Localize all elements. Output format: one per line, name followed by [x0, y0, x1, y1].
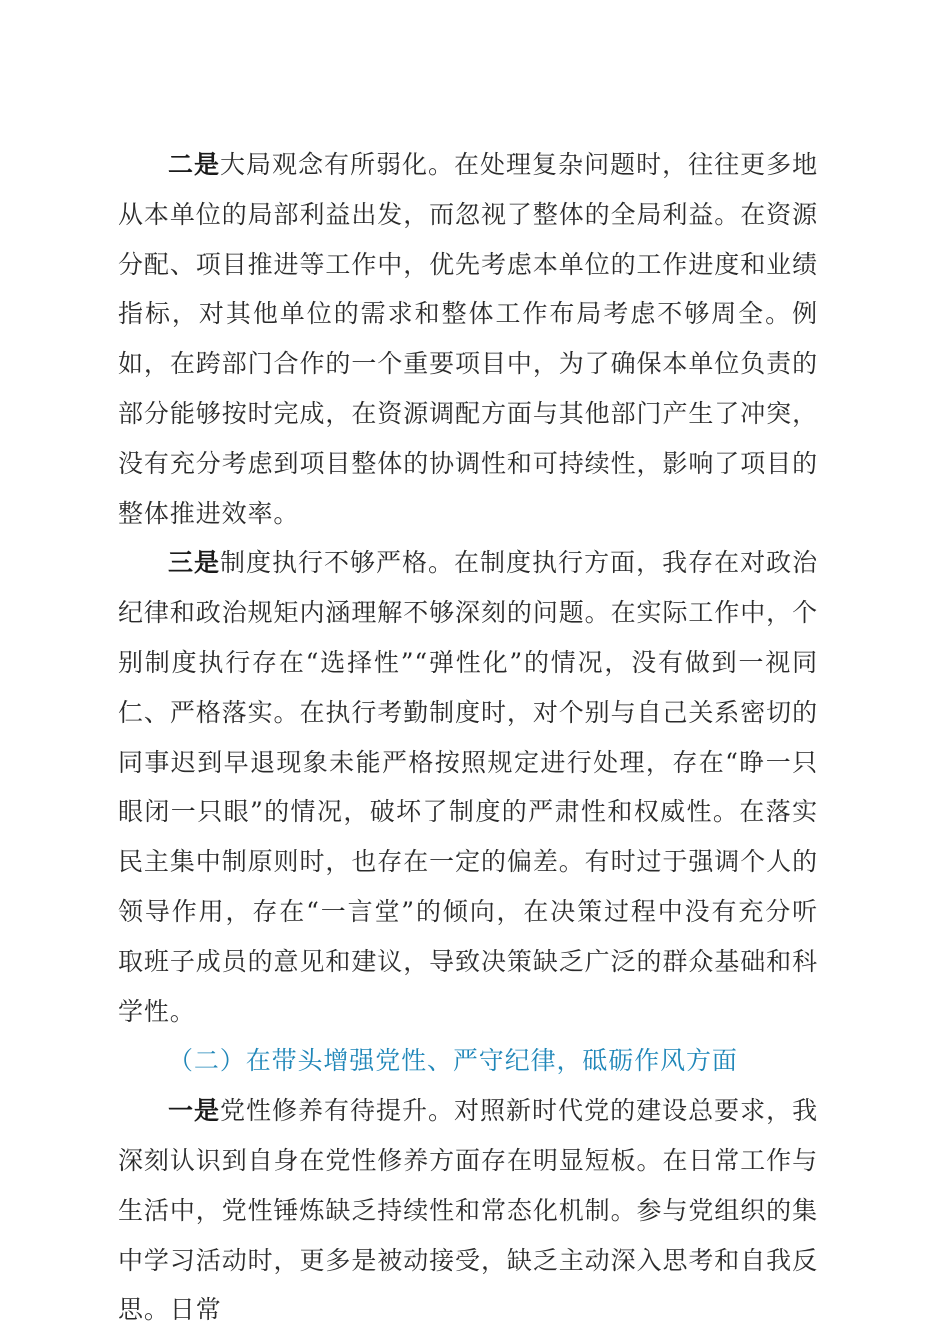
paragraph-system-execution [118, 538, 818, 1036]
paragraph-party-spirit [118, 1086, 818, 1335]
paragraph-text: 大局观念有所弱化。在处理复杂问题时，往往更多地从本单位的局部利益出发，而忽视了整体的全局利益。在资源分配、项目推进等工作中，优先考虑本单位的工作进度和业绩指标，对其他单位的需求和整体工作布局考虑不够周全。例如，在跨部门合作的一个重要项目中，为了确保本单位负责的部分能够按时完成，在资源调配方面与其他部门产生了冲突，没有充分考虑到项目整体的协调性和可持续性，影响了项目的整体推进效率。 [118, 150, 818, 528]
paragraph-lead: 二是 [168, 150, 221, 179]
paragraph-text: 制度执行不够严格。在制度执行方面，我存在对政治纪律和政治规矩内涵理解不够深刻的问题。在实际工作中，个别制度执行存在“选择性”“弹性化”的情况，没有做到一视同仁、严格落实。在执行考勤制度时，对个别与自己关系密切的同事迟到早退现象未能严格按照规定进行处理，存在“睁一只眼闭一只眼”的情况，破坏了制度的严肃性和权威性。在落实民主集中制原则时，也存在一定的偏差。有时过于强调个人的领导作用，存在“一言堂”的倾向，在决策过程中没有充分听取班子成员的意见和建议，导致决策缺乏广泛的群众基础和科学性。 [118, 548, 818, 1026]
paragraph-lead: 三是 [168, 548, 221, 578]
paragraph-overall-view [118, 140, 818, 538]
document-body [118, 140, 818, 1335]
paragraph-lead: 一是 [168, 1096, 221, 1126]
paragraph-text: 党性修养有待提升。对照新时代党的建设总要求，我深刻认识到自身在党性修养方面存在明显短板。在日常工作与生活中，党性锤炼缺乏持续性和常态化机制。参与党组织的集中学习活动时，更多是被动接受，缺乏主动深入思考和自我反思。日常 [118, 1096, 818, 1325]
section-heading: （二）在带头增强党性、严守纪律，砥砺作风方面 [168, 1046, 738, 1076]
